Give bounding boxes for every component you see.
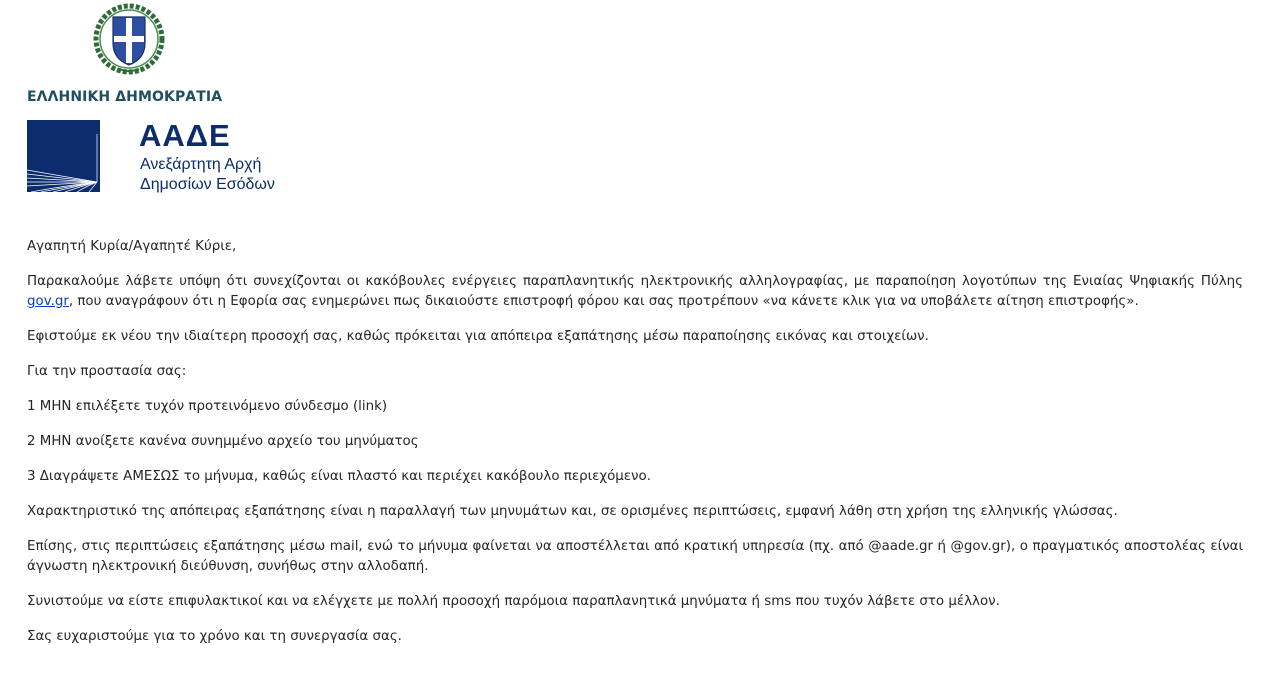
characteristic-paragraph: Χαρακτηριστικό της απόπειρας εξαπάτησης είναι η παραλλαγή των μηνυμάτων και, σε ορισμένες περιπτώσεις, εμφανή λάθη στη χρήση της ελληνικής γλώσσας.	[27, 504, 1118, 519]
message-body	[27, 237, 1243, 662]
republic-label: ΕΛΛΗΝΙΚΗ ΔΗΜΟΚΡΑΤΙΑ	[27, 89, 223, 105]
protection-step-3: 3 Διαγράψετε ΑΜΕΣΩΣ το μήνυμα, καθώς είναι πλαστό και περιέχει κακόβουλο περιεχόμενο.	[27, 469, 651, 484]
aade-abbreviation: ΑΑΔΕ	[139, 118, 231, 153]
aade-logo	[27, 118, 302, 196]
aade-full-name-line-1: Ανεξάρτητη Αρχή	[140, 156, 262, 173]
protection-heading: Για την προστασία σας:	[27, 364, 187, 379]
greeting: Αγαπητή Κυρία/Αγαπητέ Κύριε,	[27, 239, 237, 254]
aade-full-name-line-2: Δημοσίων Εσόδων	[140, 176, 275, 193]
intro-text-after-link: , που αναγράφουν ότι η Εφορία σας ενημερώνει πως δικαιούστε επιστροφή φόρου και σας προτρέπουν «να κάνετε κλικ για να υποβάλετε αίτηση επιστροφής».	[68, 294, 1139, 309]
aade-full-name	[140, 155, 275, 195]
warning-paragraph: Εφιστούμε εκ νέου την ιδιαίτερη προσοχή σας, καθώς πρόκειται για απόπειρα εξαπάτησης μέσω παραποίησης εικόνας και στοιχείων.	[27, 329, 929, 344]
intro-text-before-link: Παρακαλούμε λάβετε υπόψη ότι συνεχίζονται οι κακόβουλες ενέργειες παραπλανητικής ηλεκτρονικής αλληλογραφίας, με παραποίηση λογοτύπων της Ενιαίας Ψηφιακής Πύλης	[27, 274, 1243, 289]
protection-step-1: 1 ΜΗΝ επιλέξετε τυχόν προτεινόμενο σύνδεσμο (link)	[27, 399, 388, 414]
gov-gr-link[interactable]: gov.gr	[27, 294, 69, 309]
protection-step-2: 2 ΜΗΝ ανοίξετε κανένα συνημμένο αρχείο του μηνύματος	[27, 434, 419, 449]
intro-paragraph	[27, 272, 1243, 312]
mail-note-paragraph: Επίσης, στις περιπτώσεις εξαπάτησης μέσω mail, ενώ το μήνυμα φαίνεται να αποστέλλεται από κρατική υπηρεσία (πχ. από @aade.gr ή @gov.gr), ο πραγματικός αποστολέας είναι άγνωστη ηλεκτρονική διεύθυνση, συνήθως στην αλλοδαπή.	[27, 539, 1243, 574]
aade-logo-mark-icon	[27, 120, 100, 192]
recommendation-paragraph: Συνιστούμε να είστε επιφυλακτικοί και να ελέγχετε με πολλή προσοχή παρόμοια παραπλανητικά μηνύματα ή sms που τυχόν λάβετε στο μέλλον.	[27, 594, 1000, 609]
greek-coat-of-arms-icon	[93, 3, 165, 75]
closing-paragraph: Σας ευχαριστούμε για το χρόνο και τη συνεργασία σας.	[27, 629, 402, 644]
